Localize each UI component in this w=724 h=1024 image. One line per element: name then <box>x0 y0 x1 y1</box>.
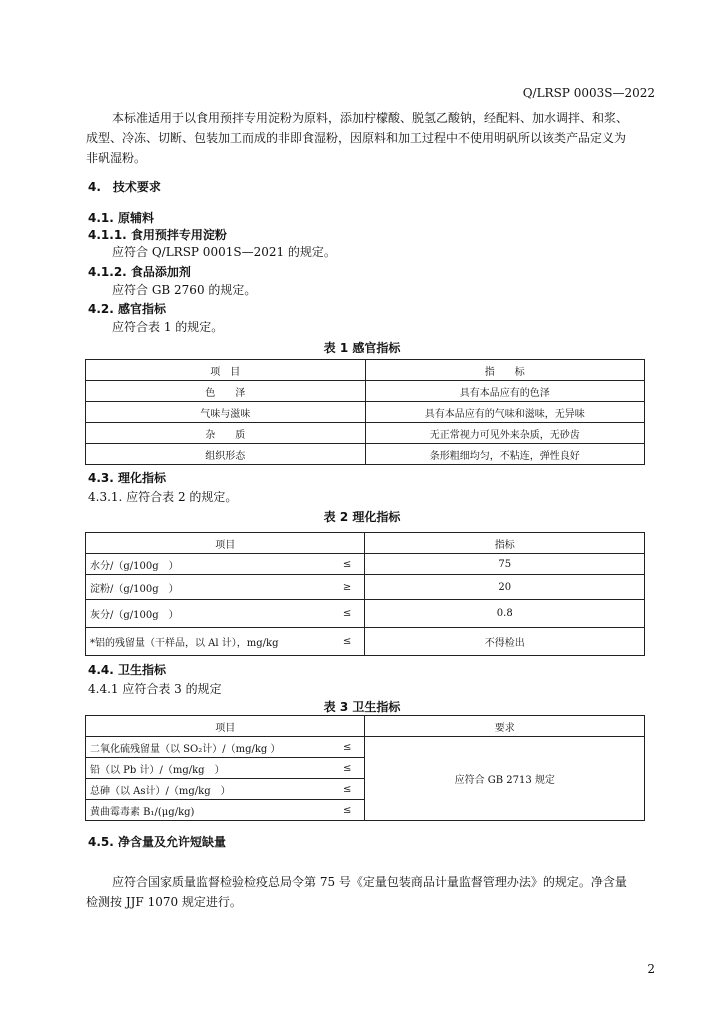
section-4-5-paragraph <box>86 872 658 912</box>
comparison-symbol: ≤ <box>330 758 365 779</box>
header-requirement: 要求 <box>365 716 645 737</box>
section-4-3-heading: 4.3. 理化指标 <box>88 471 166 485</box>
table-header-row <box>86 533 645 554</box>
comparison-symbol: ≤ <box>330 628 365 656</box>
section-4-1-2-heading: 4.1.2. 食品添加剂 <box>88 265 191 279</box>
table-cell: 0.8 <box>365 600 645 628</box>
table-cell: 具有本品应有的色泽 <box>365 381 645 402</box>
table-cell: 组织形态 <box>86 444 366 465</box>
intro-line-3: 非矾湿粉。 <box>86 151 147 165</box>
table-row <box>86 628 645 656</box>
table-row <box>86 737 645 758</box>
table-row <box>86 381 645 402</box>
table-cell: 铅（以 Pb 计）/（mg/kg ） <box>86 758 330 779</box>
table-cell: 水分/（g/100g ） <box>86 554 330 575</box>
section-4-4-heading: 4.4. 卫生指标 <box>88 663 166 677</box>
table-row <box>86 444 645 465</box>
section-4-5-line-1: 应符合国家质量监督检验检疫总局令第 75 号《定量包装商品计量监督管理办法》的规定。净含量 <box>112 875 627 889</box>
comparison-symbol: ≥ <box>330 575 365 600</box>
physicochemical-table <box>85 532 645 656</box>
section-4-2-heading: 4.2. 感官指标 <box>88 302 166 316</box>
table-cell: 无正常视力可见外来杂质，无砂齿 <box>365 423 645 444</box>
standard-code: Q/LRSP 0003S—2022 <box>522 86 655 100</box>
table-row <box>86 402 645 423</box>
table-cell: 气味与滋味 <box>86 402 366 423</box>
header-item: 项目 <box>86 716 365 737</box>
table-2-caption: 表 2 理化指标 <box>323 510 401 524</box>
comparison-symbol: ≤ <box>330 737 365 758</box>
table-cell: 总砷（以 As计）/（mg/kg ） <box>86 779 330 800</box>
intro-line-1: 本标准适用于以食用预拌专用淀粉为原料，添加柠檬酸、脱氢乙酸钠，经配料、加水调拌、和浆、 <box>112 111 629 125</box>
table-cell: 具有本品应有的气味和滋味，无异味 <box>365 402 645 423</box>
table-cell: 20 <box>365 575 645 600</box>
section-4-2-text: 应符合表 1 的规定。 <box>112 320 224 334</box>
section-4-1-1-text: 应符合 Q/LRSP 0001S—2021 的规定。 <box>112 245 336 259</box>
sensory-table <box>85 359 645 465</box>
table-cell: 色 泽 <box>86 381 366 402</box>
comparison-symbol: ≤ <box>330 600 365 628</box>
intro-line-2: 成型、冷冻、切断、包装加工而成的非即食湿粉，因原料和加工过程中不使用明矾所以该类产品定义为 <box>86 131 627 145</box>
hygiene-table <box>85 715 645 821</box>
table-header-row <box>86 360 645 381</box>
section-4-3-1-text: 4.3.1. 应符合表 2 的规定。 <box>88 490 238 504</box>
table-cell: *铝的残留量（干样品，以 Al 计），mg/kg <box>86 628 330 656</box>
table-cell: 75 <box>365 554 645 575</box>
header-indicator: 指标 <box>365 533 645 554</box>
table-cell: 灰分/（g/100g ） <box>86 600 330 628</box>
section-4-5-heading: 4.5. 净含量及允许短缺量 <box>88 835 226 849</box>
header-item: 项目 <box>86 533 365 554</box>
comparison-symbol: ≤ <box>330 800 365 821</box>
section-4-heading: 4. 技术要求 <box>88 180 161 194</box>
section-4-1-2-text: 应符合 GB 2760 的规定。 <box>112 283 257 297</box>
requirement-cell: 应符合 GB 2713 规定 <box>365 737 645 821</box>
table-row <box>86 600 645 628</box>
table-row <box>86 575 645 600</box>
page-number: 2 <box>647 962 655 976</box>
section-4-4-1-text: 4.4.1 应符合表 3 的规定 <box>88 682 222 696</box>
table-row <box>86 423 645 444</box>
comparison-symbol: ≤ <box>330 554 365 575</box>
section-4-5-line-2: 检测按 JJF 1070 规定进行。 <box>86 895 242 909</box>
table-cell: 不得检出 <box>365 628 645 656</box>
table-cell: 淀粉/（g/100g ） <box>86 575 330 600</box>
header-indicator: 指 标 <box>365 360 645 381</box>
table-1-caption: 表 1 感官指标 <box>323 341 401 355</box>
table-cell: 黄曲霉毒素 B₁/(μg/kg) <box>86 800 330 821</box>
header-item: 项 目 <box>86 360 366 381</box>
section-4-1-heading: 4.1. 原辅料 <box>88 211 154 225</box>
table-cell: 条形粗细均匀，不粘连，弹性良好 <box>365 444 645 465</box>
table-header-row <box>86 716 645 737</box>
comparison-symbol: ≤ <box>330 779 365 800</box>
table-3-caption: 表 3 卫生指标 <box>323 700 401 714</box>
intro-paragraph <box>86 108 658 168</box>
section-4-1-1-heading: 4.1.1. 食用预拌专用淀粉 <box>88 228 227 242</box>
table-row <box>86 554 645 575</box>
table-cell: 二氧化硫残留量（以 SO₂计）/（mg/kg ） <box>86 737 330 758</box>
table-cell: 杂 质 <box>86 423 366 444</box>
